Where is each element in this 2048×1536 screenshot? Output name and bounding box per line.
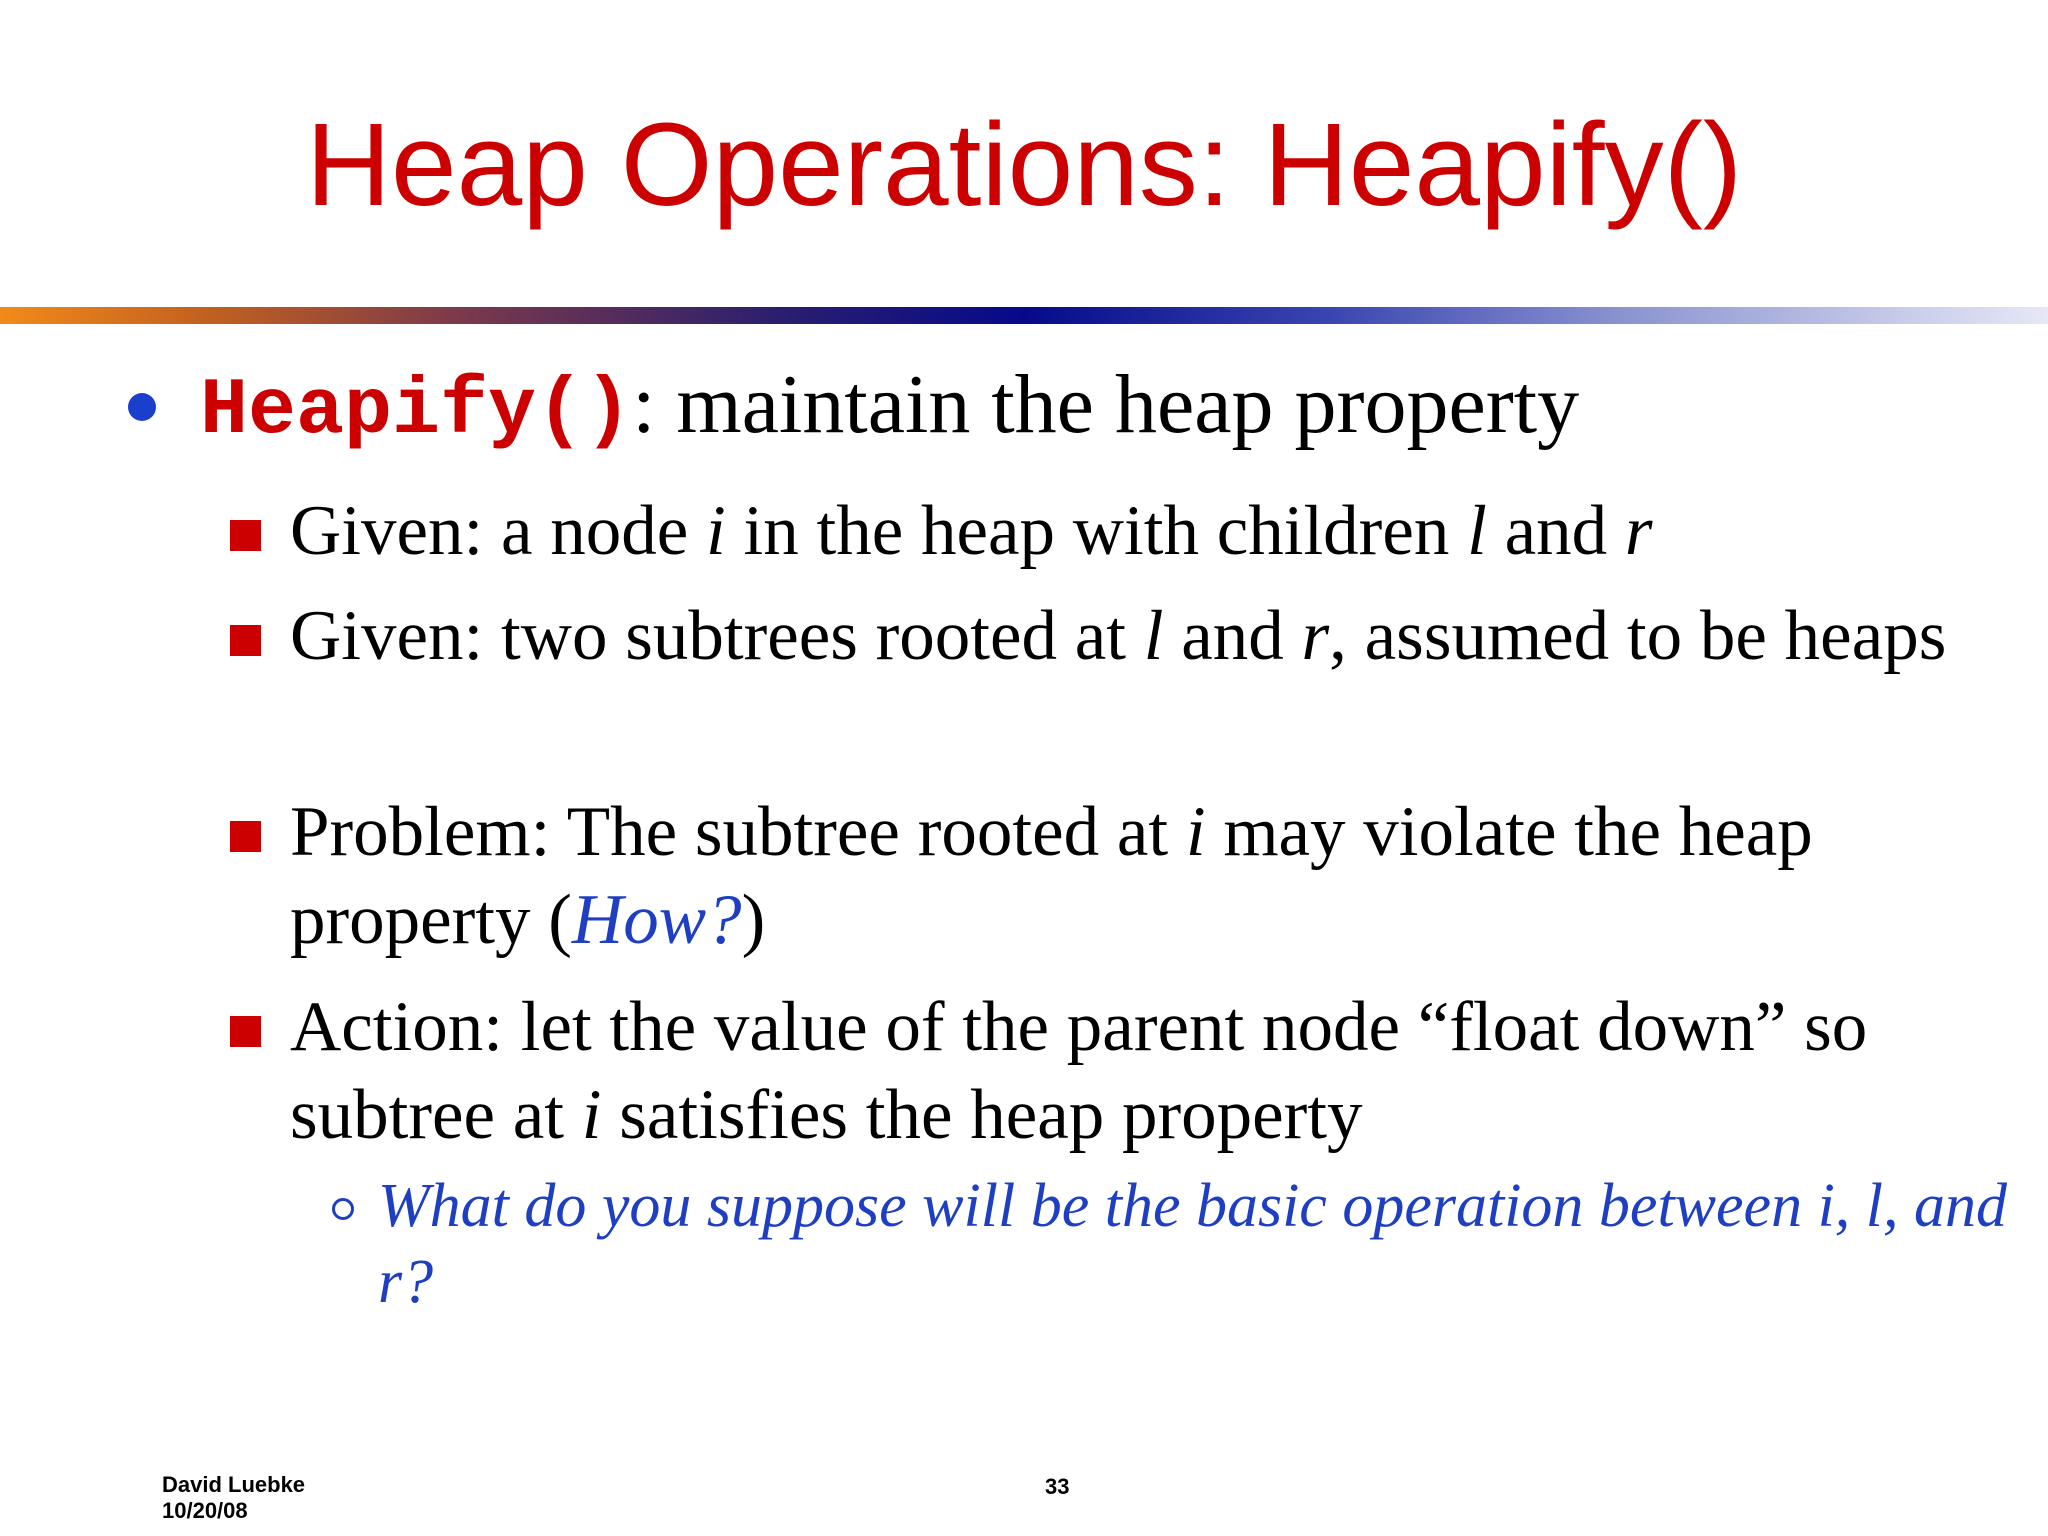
- var-r: r: [1301, 597, 1330, 675]
- circle-bullet-icon: [332, 1198, 354, 1220]
- sub-bullet-text: [290, 487, 2010, 575]
- sub-bullet-text: [290, 983, 2010, 1159]
- var-i: i: [1185, 793, 1206, 871]
- bullet-heapify-text: [200, 355, 1579, 462]
- var-l: l: [1143, 597, 1164, 675]
- footer-date: 10/20/08: [162, 1498, 248, 1523]
- var-l: l: [1467, 492, 1487, 570]
- text-segment: ): [741, 881, 766, 959]
- text-segment: Problem: The subtree rooted at: [290, 793, 1186, 871]
- heapify-desc: : maintain the heap property: [632, 358, 1580, 451]
- text-segment: Given: a node: [290, 492, 707, 570]
- text-segment: Action: let the value of the parent node “float down” so subtree at: [290, 988, 1868, 1154]
- text-segment: and: [1163, 597, 1302, 675]
- heapify-code: Heapify(): [200, 366, 633, 457]
- bullet-dot-icon: [128, 393, 156, 421]
- text-segment: in the heap with children: [725, 492, 1468, 570]
- var-r: r: [1624, 492, 1653, 570]
- text-segment: satisfies the heap property: [601, 1076, 1363, 1154]
- how-question: How?: [571, 881, 742, 959]
- title-divider: [0, 307, 2048, 324]
- slide-title: Heap Operations: Heapify(): [305, 99, 1743, 231]
- sub-bullet-text: [290, 788, 2010, 964]
- question-text: What do you suppose will be the basic operation between i, l, and r?: [378, 1172, 2008, 1316]
- page-number: 33: [1045, 1474, 1070, 1499]
- sub-bullet-text: [290, 592, 2010, 680]
- square-bullet-icon: [230, 821, 261, 852]
- var-i: i: [706, 492, 726, 570]
- var-i: i: [581, 1076, 602, 1154]
- square-bullet-icon: [230, 520, 261, 551]
- text-segment: , assumed to be heaps: [1329, 597, 1947, 675]
- square-bullet-icon: [230, 625, 261, 656]
- square-bullet-icon: [230, 1016, 261, 1047]
- text-segment: and: [1486, 492, 1625, 570]
- text-segment: Given: two subtrees rooted at: [290, 597, 1144, 675]
- footer-author: David Luebke: [162, 1472, 306, 1497]
- text-segment: may violate the heap property (: [290, 793, 1813, 959]
- footer-author-date: [162, 1472, 305, 1524]
